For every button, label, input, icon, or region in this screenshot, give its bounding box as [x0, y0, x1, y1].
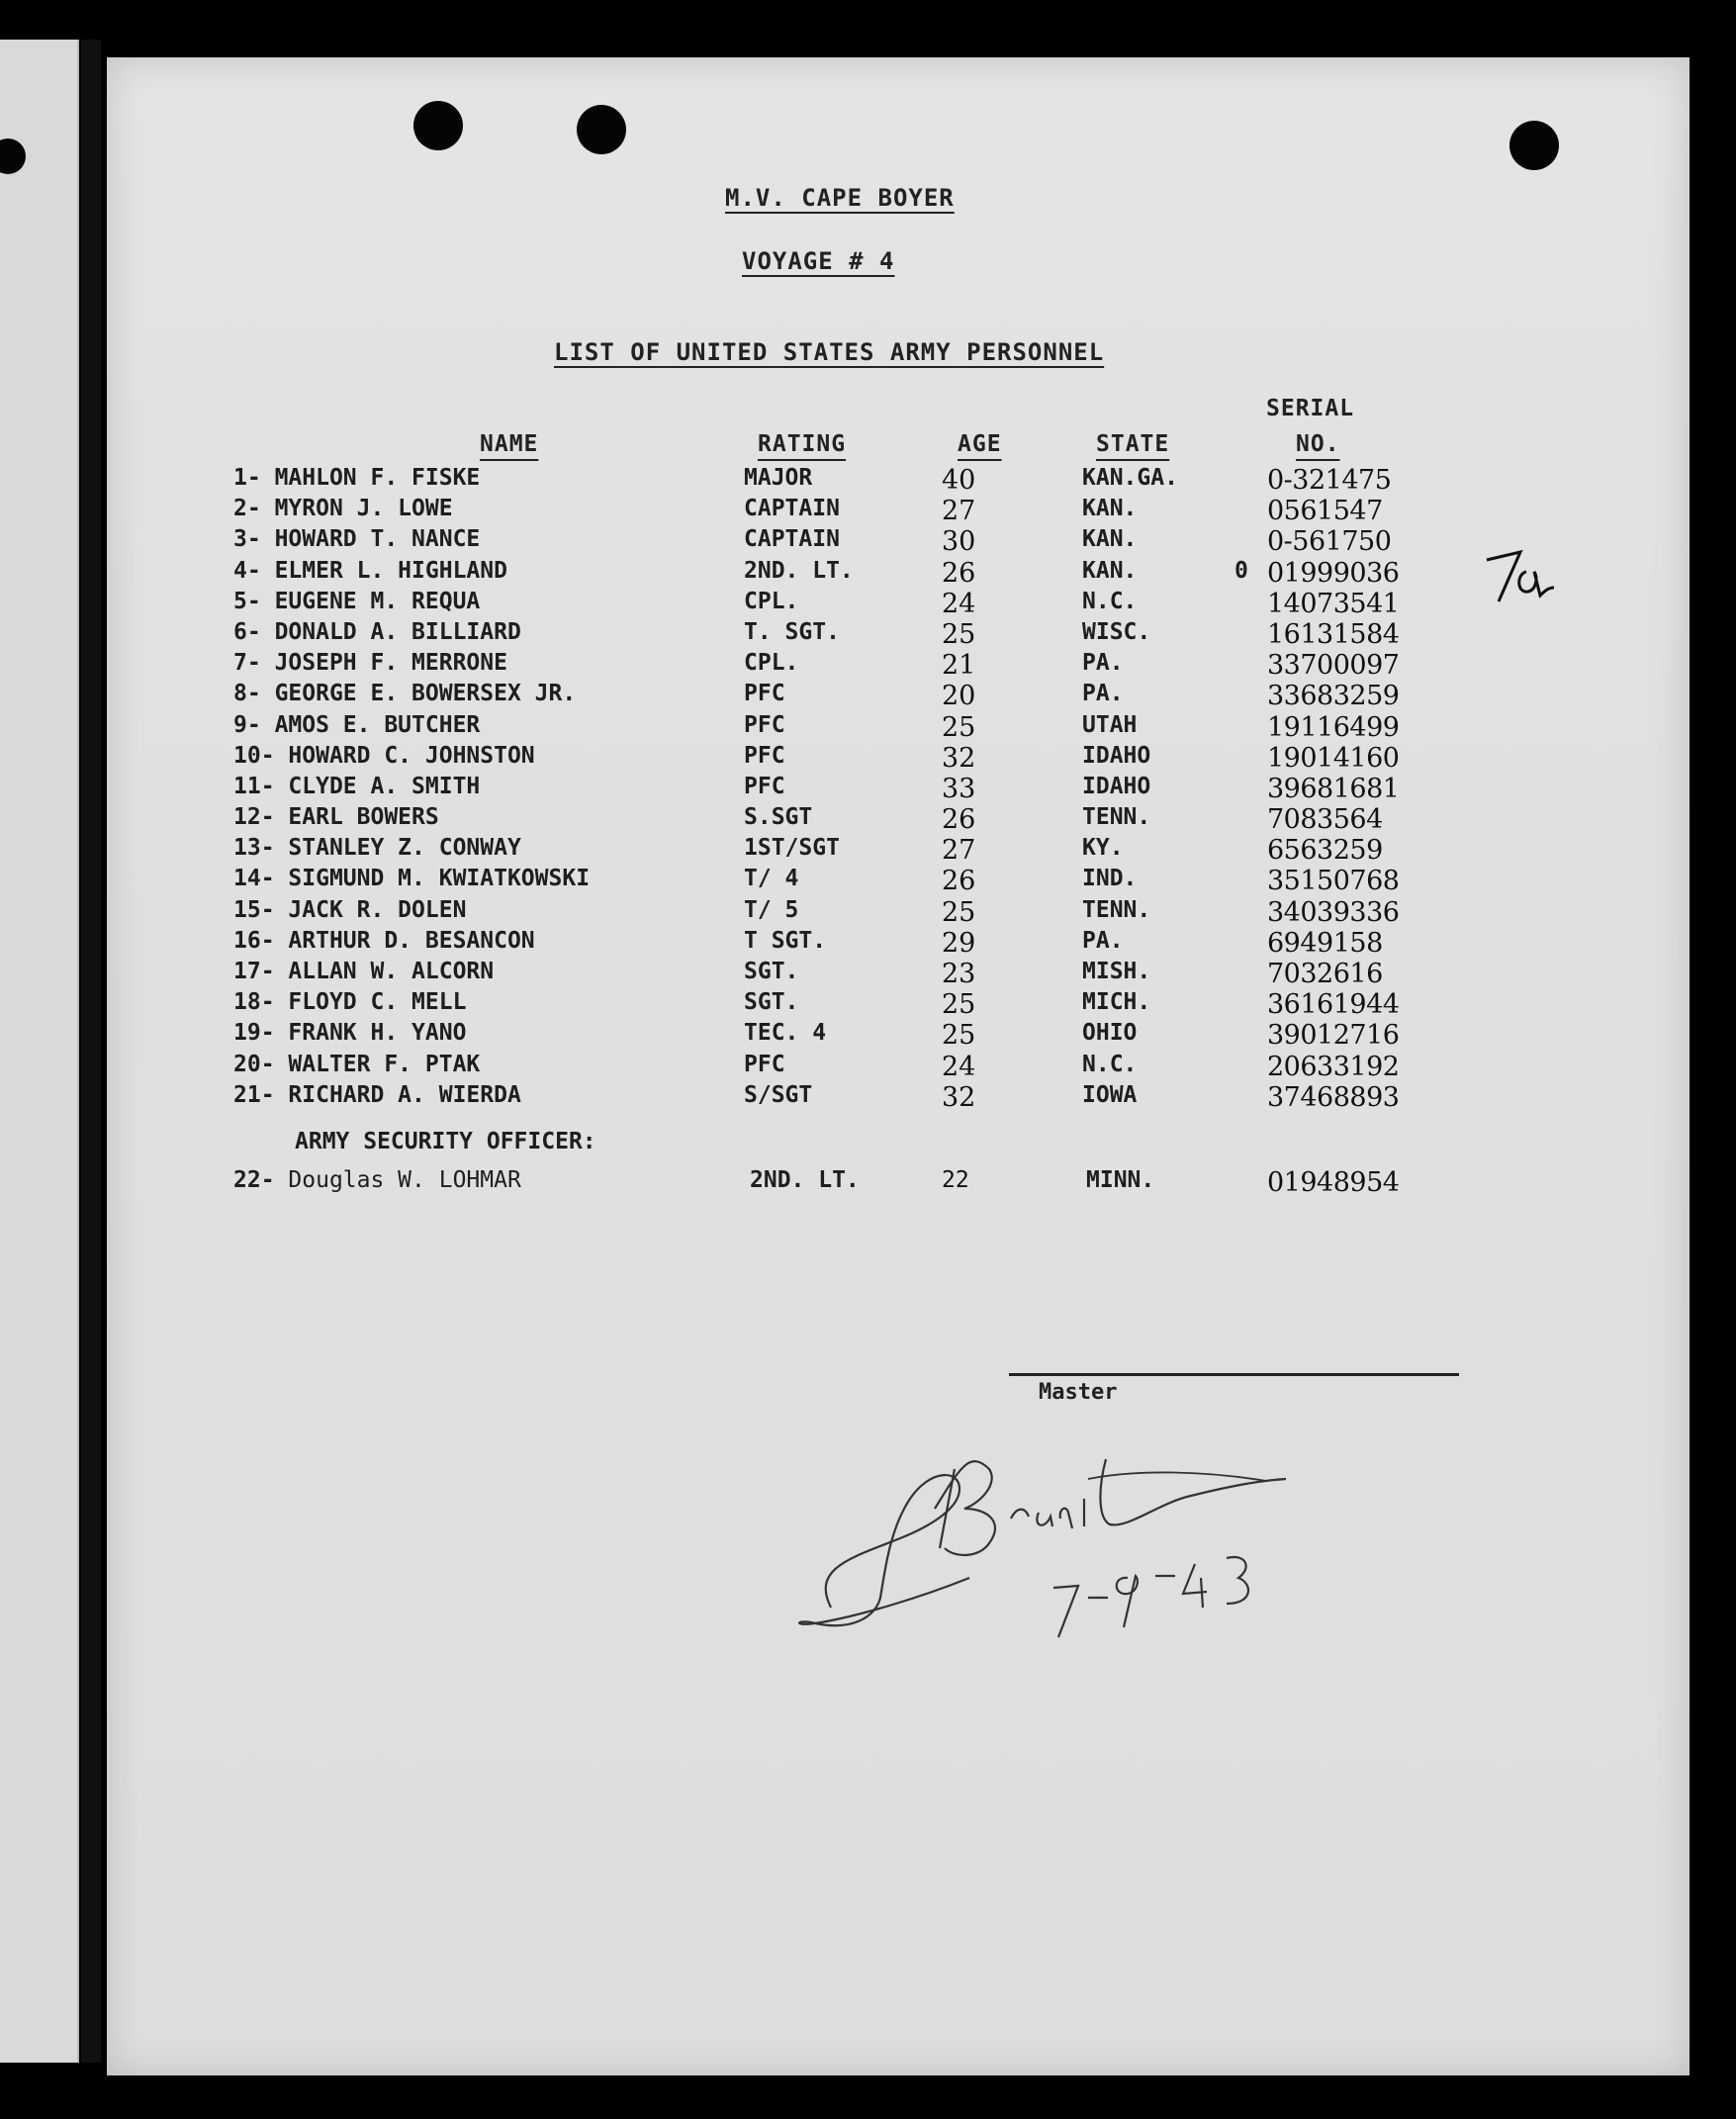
person-state: KAN.GA. — [1082, 465, 1178, 491]
personnel-row — [233, 897, 1420, 928]
personnel-row — [233, 589, 1420, 619]
person-name: EARL BOWERS — [288, 804, 439, 831]
person-serial: 19014160 — [1267, 742, 1400, 774]
person-age: 27 — [942, 835, 976, 867]
person-rating: MAJOR — [744, 465, 813, 491]
row-number: 10- — [233, 742, 275, 769]
column-header-rating: RATING — [758, 431, 847, 457]
person-serial: 0-561750 — [1267, 526, 1392, 558]
security-officer-label-row — [233, 1129, 1420, 1159]
row-number: 18- — [233, 989, 275, 1016]
person-rating: PFC — [744, 711, 785, 738]
person-name: MAHLON F. FISKE — [274, 465, 481, 491]
row-number: 20- — [233, 1051, 275, 1077]
person-state: MISH. — [1082, 959, 1151, 984]
person-state: WISC. — [1082, 618, 1151, 645]
person-name: HOWARD C. JOHNSTON — [288, 742, 535, 769]
person-serial: 7032616 — [1267, 959, 1383, 989]
person-rating: PFC — [744, 681, 785, 707]
person-rating: PFC — [744, 1051, 785, 1077]
person-serial: 6563259 — [1267, 835, 1383, 867]
row-number: 17- — [233, 959, 275, 984]
person-age: 20 — [942, 681, 976, 712]
person-state: N.C. — [1082, 588, 1138, 614]
personnel-row — [233, 465, 1420, 496]
person-serial: 33683259 — [1267, 681, 1400, 712]
person-age: 27 — [942, 496, 976, 527]
master-label: Master — [1039, 1380, 1118, 1405]
person-age: 32 — [942, 742, 976, 774]
row-number: 15- — [233, 896, 275, 923]
person-serial: 14073541 — [1267, 588, 1400, 619]
person-age: 29 — [942, 927, 976, 959]
person-name: HOWARD T. NANCE — [274, 526, 481, 553]
personnel-row — [233, 804, 1420, 835]
person-name: STANLEY Z. CONWAY — [288, 835, 521, 862]
punch-hole — [577, 105, 626, 154]
page-shadow — [81, 40, 101, 2063]
person-name: FLOYD C. MELL — [288, 989, 467, 1016]
person-state: PA. — [1082, 927, 1124, 954]
person-age: 26 — [942, 804, 976, 836]
person-serial: 0-321475 — [1267, 465, 1392, 496]
person-name: ELMER L. HIGHLAND — [274, 557, 507, 584]
personnel-row — [233, 619, 1420, 650]
person-name: MYRON J. LOWE — [274, 496, 453, 522]
person-state: IND. — [1082, 866, 1138, 892]
person-serial: 01948954 — [1267, 1167, 1400, 1199]
personnel-row — [233, 496, 1420, 526]
person-rating: T/ 5 — [744, 896, 799, 923]
column-header-state: STATE — [1096, 431, 1170, 457]
person-age: 24 — [942, 588, 976, 619]
handwritten-signature — [791, 1410, 1405, 1667]
person-rating: T. SGT. — [744, 618, 840, 645]
row-number: 13- — [233, 835, 275, 862]
personnel-row — [233, 1082, 1420, 1113]
personnel-row — [233, 866, 1420, 896]
row-number: 2- — [233, 496, 261, 522]
person-serial: 39681681 — [1267, 773, 1400, 804]
signature-line — [1009, 1373, 1459, 1376]
voyage-title: VOYAGE # 4 — [742, 247, 895, 275]
column-header-serial-line1: SERIAL — [1266, 396, 1355, 421]
punch-hole — [0, 138, 26, 174]
person-age: 23 — [942, 959, 976, 989]
personnel-row — [233, 989, 1420, 1020]
person-age: 26 — [942, 557, 976, 589]
person-rating: CAPTAIN — [744, 496, 840, 522]
row-number: 9- — [233, 711, 261, 738]
ship-title: M.V. CAPE BOYER — [725, 184, 955, 212]
person-rating: T/ 4 — [744, 866, 799, 892]
person-state: IOWA — [1082, 1081, 1138, 1108]
row-number: 16- — [233, 927, 275, 954]
row-number: 22- — [233, 1167, 275, 1194]
person-rating: CPL. — [744, 588, 799, 614]
margin-mark: 0 — [1234, 557, 1248, 584]
personnel-row — [233, 1052, 1420, 1082]
person-serial: 6949158 — [1267, 927, 1383, 959]
person-rating: SGT. — [744, 959, 799, 984]
person-state: IDAHO — [1082, 773, 1151, 799]
person-name: AMOS E. BUTCHER — [274, 711, 481, 738]
person-state: KAN. — [1082, 557, 1138, 584]
person-name: DONALD A. BILLIARD — [274, 618, 521, 645]
person-age: 25 — [942, 989, 976, 1021]
person-serial: 01999036 — [1267, 557, 1400, 589]
person-name: EUGENE M. REQUA — [274, 588, 481, 614]
handwritten-page-mark — [1479, 542, 1588, 621]
row-number: 3- — [233, 526, 261, 553]
person-state: UTAH — [1082, 711, 1138, 738]
person-name: RICHARD A. WIERDA — [288, 1081, 521, 1108]
personnel-row — [233, 526, 1420, 557]
person-age: 25 — [942, 711, 976, 743]
punch-hole — [1509, 121, 1559, 170]
personnel-row — [233, 712, 1420, 743]
security-officer-row — [233, 1167, 1420, 1198]
person-name: ALLAN W. ALCORN — [288, 959, 495, 984]
row-number: 6- — [233, 618, 261, 645]
personnel-row — [233, 928, 1420, 959]
person-rating: T SGT. — [744, 927, 827, 954]
person-serial: 34039336 — [1267, 896, 1400, 928]
person-serial: 35150768 — [1267, 866, 1400, 897]
person-rating: 2ND. LT. — [750, 1167, 860, 1194]
personnel-row — [233, 959, 1420, 989]
person-rating: 2ND. LT. — [744, 557, 854, 584]
column-header-name: NAME — [480, 431, 539, 457]
person-age: 21 — [942, 650, 976, 682]
punch-hole — [413, 101, 463, 150]
person-state: TENN. — [1082, 804, 1151, 831]
row-number: 12- — [233, 804, 275, 831]
person-name: WALTER F. PTAK — [288, 1051, 481, 1077]
personnel-row — [233, 1020, 1420, 1051]
person-state: KY. — [1082, 835, 1124, 862]
person-rating: TEC. 4 — [744, 1020, 827, 1047]
person-age: 25 — [942, 1020, 976, 1052]
person-serial: 16131584 — [1267, 618, 1400, 650]
person-state: MICH. — [1082, 989, 1151, 1016]
person-rating: S.SGT — [744, 804, 813, 831]
person-serial: 37468893 — [1267, 1081, 1400, 1113]
personnel-row — [233, 774, 1420, 804]
person-serial: 0561547 — [1267, 496, 1383, 527]
person-state: KAN. — [1082, 526, 1138, 553]
personnel-row — [233, 681, 1420, 711]
person-age: 24 — [942, 1051, 976, 1082]
personnel-list — [233, 465, 1420, 1198]
row-number: 21- — [233, 1081, 275, 1108]
person-name: CLYDE A. SMITH — [288, 773, 481, 799]
person-age: 26 — [942, 866, 976, 897]
person-state: N.C. — [1082, 1051, 1138, 1077]
security-officer-label: ARMY SECURITY OFFICER: — [295, 1128, 596, 1154]
person-age: 30 — [942, 526, 976, 558]
personnel-row — [233, 558, 1420, 589]
row-number: 5- — [233, 588, 261, 614]
person-rating: CAPTAIN — [744, 526, 840, 553]
person-state: MINN. — [1086, 1167, 1155, 1194]
person-serial: 39012716 — [1267, 1020, 1400, 1052]
person-state: IDAHO — [1082, 742, 1151, 769]
person-rating: PFC — [744, 773, 785, 799]
person-state: PA. — [1082, 681, 1124, 707]
person-serial: 36161944 — [1267, 989, 1400, 1021]
adjacent-page-edge — [0, 40, 79, 2063]
person-state: OHIO — [1082, 1020, 1138, 1047]
person-age: 25 — [942, 896, 976, 928]
column-header-age: AGE — [958, 431, 1002, 457]
person-state: TENN. — [1082, 896, 1151, 923]
row-number: 19- — [233, 1020, 275, 1047]
person-name: JOSEPH F. MERRONE — [274, 650, 507, 677]
person-rating: 1ST/SGT — [744, 835, 840, 862]
row-number: 8- — [233, 681, 261, 707]
person-age: 33 — [942, 773, 976, 804]
personnel-row — [233, 743, 1420, 774]
person-serial: 7083564 — [1267, 804, 1383, 836]
person-serial: 20633192 — [1267, 1051, 1400, 1082]
person-state: KAN. — [1082, 496, 1138, 522]
person-serial: 33700097 — [1267, 650, 1400, 682]
person-name: Douglas W. LOHMAR — [288, 1167, 521, 1194]
person-name: JACK R. DOLEN — [288, 896, 467, 923]
person-age: 32 — [942, 1081, 976, 1113]
row-number: 11- — [233, 773, 275, 799]
person-name: ARTHUR D. BESANCON — [288, 927, 535, 954]
row-number: 7- — [233, 650, 261, 677]
person-state: PA. — [1082, 650, 1124, 677]
list-title: LIST OF UNITED STATES ARMY PERSONNEL — [554, 338, 1105, 366]
person-name: GEORGE E. BOWERSEX JR. — [274, 681, 577, 707]
row-number: 14- — [233, 866, 275, 892]
person-rating: CPL. — [744, 650, 799, 677]
person-rating: SGT. — [744, 989, 799, 1016]
row-number: 1- — [233, 465, 261, 491]
person-name: FRANK H. YANO — [288, 1020, 467, 1047]
person-age: 40 — [942, 465, 976, 496]
person-age: 25 — [942, 618, 976, 650]
personnel-row — [233, 835, 1420, 866]
column-header-serial-line2: NO. — [1296, 431, 1340, 457]
person-serial: 19116499 — [1267, 711, 1400, 743]
personnel-row — [233, 650, 1420, 681]
person-rating: PFC — [744, 742, 785, 769]
person-age: 22 — [942, 1167, 969, 1194]
person-name: SIGMUND M. KWIATKOWSKI — [288, 866, 591, 892]
row-number: 4- — [233, 557, 261, 584]
person-rating: S/SGT — [744, 1081, 813, 1108]
